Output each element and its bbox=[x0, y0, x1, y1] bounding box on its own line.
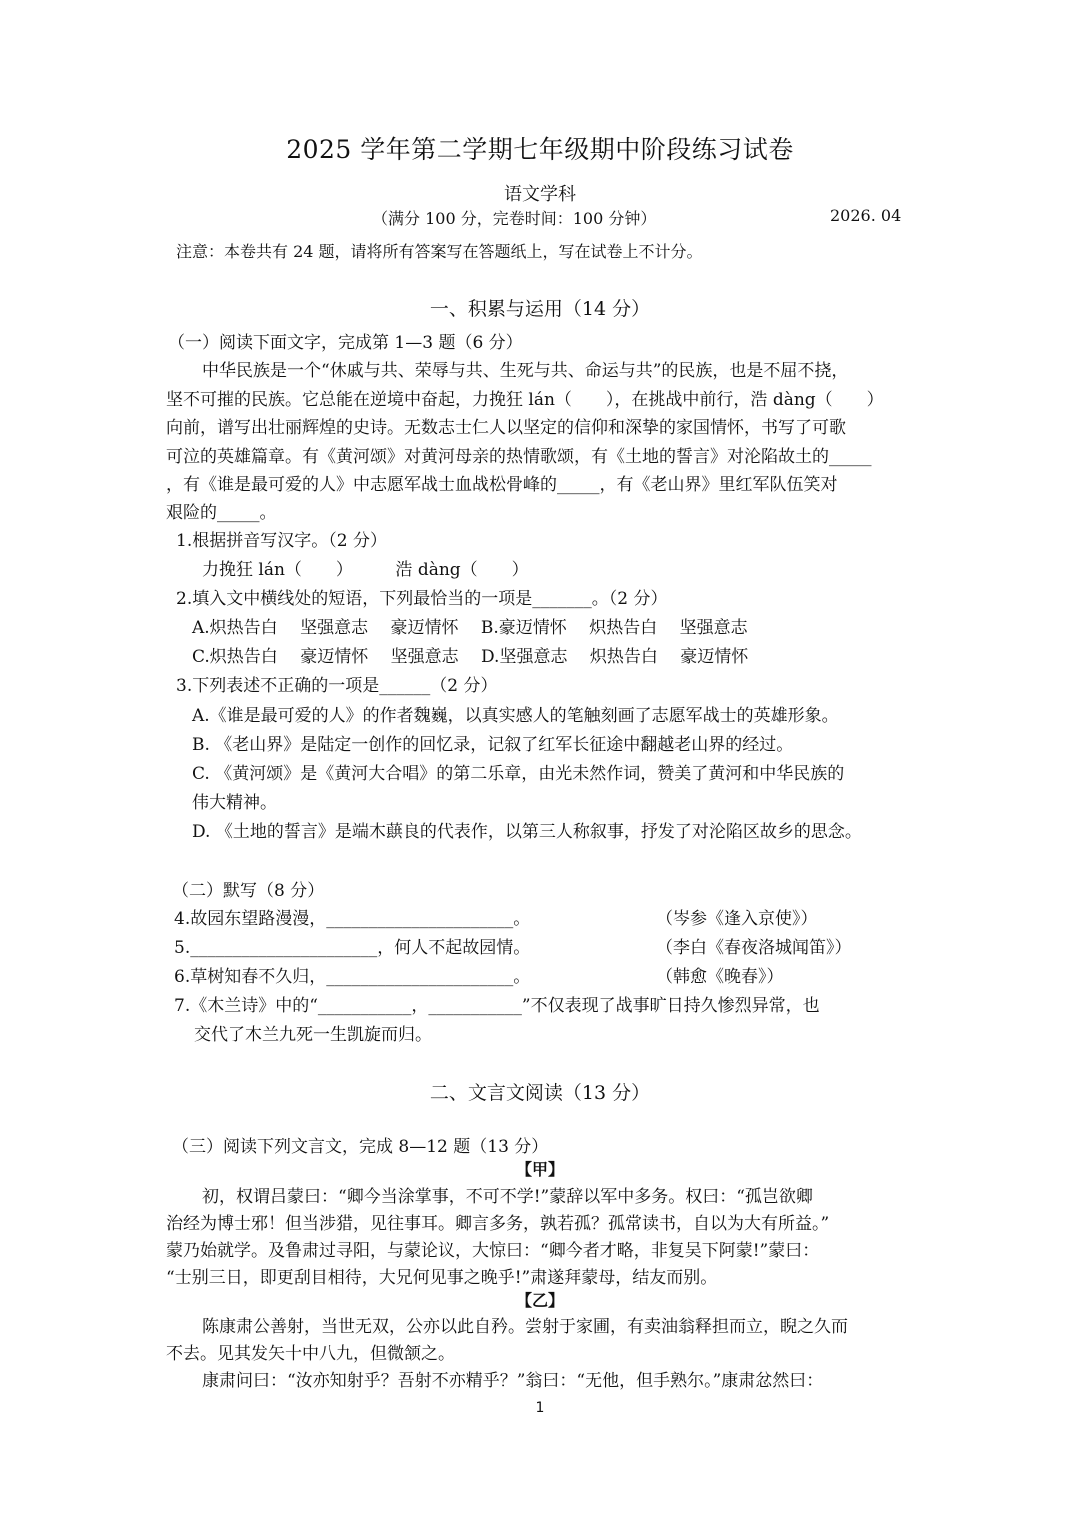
exam-notice: 注意：本卷共有 24 题，请将所有答案写在答题纸上，写在试卷上不计分。 bbox=[176, 242, 703, 261]
passage-line: 向前，谱写出壮丽辉煌的史诗。无数志士仁人以坚定的信仰和深挚的家国情怀，书写了可歌 bbox=[166, 418, 846, 438]
page-number: 1 bbox=[535, 1400, 545, 1416]
passage-yi-line: 康肃问曰：“汝亦知射乎？吾射不亦精乎？”翁曰：“无他，但手熟尔。”康肃忿然曰： bbox=[202, 1371, 824, 1391]
exam-date: 2026. 04 bbox=[830, 206, 902, 225]
passage-line: 坚不可摧的民族。它总能在逆境中奋起，力挽狂 lán（ ），在挑战中前行，浩 dàng（ ） bbox=[166, 390, 884, 410]
dictation-question: 4.故园东望路漫漫，______________________。 bbox=[174, 909, 531, 929]
part2-heading: （二）默写（8 分） bbox=[172, 881, 325, 901]
question-3-option: D. 《土地的誓言》是端木蕻良的代表作，以第三人称叙事，抒发了对沦陷区故乡的思念。 bbox=[192, 822, 862, 842]
passage-yi-line: 不去。见其发矢十中八九，但微颔之。 bbox=[166, 1344, 455, 1364]
question-3-option: A.《谁是最可爱的人》的作者魏巍，以真实感人的笔触刻画了志愿军战士的英雄形象。 bbox=[192, 706, 839, 726]
question-1-items: 力挽狂 lán（ ） 浩 dàng（ ） bbox=[202, 560, 529, 580]
passage-yi-line: 陈康肃公善射，当世无双，公亦以此自矜。尝射于家圃，有卖油翁释担而立，睨之久而 bbox=[202, 1317, 848, 1337]
part1-heading: （一）阅读下面文字，完成第 1—3 题（6 分） bbox=[168, 333, 523, 353]
section1-heading: 一、积累与运用（14 分） bbox=[429, 298, 651, 320]
passage-jia-label: 【甲】 bbox=[515, 1160, 564, 1179]
passage-line: 可泣的英雄篇章。有《黄河颂》对黄河母亲的热情歌颂，有《土地的誓言》对沦陷故土的_____ bbox=[166, 447, 872, 467]
passage-jia-line: 蒙乃始就学。及鲁肃过寻阳，与蒙论议，大惊曰：“卿今者才略，非复吴下阿蒙!”蒙曰： bbox=[166, 1241, 820, 1261]
passage-jia-line: 治经为博士邪！但当涉猎，见往事耳。卿言多务，孰若孤？孤常读书，自以为大有所益。” bbox=[166, 1214, 830, 1234]
section2-heading: 二、文言文阅读（13 分） bbox=[429, 1082, 651, 1104]
passage-line: 艰险的_____。 bbox=[166, 503, 277, 523]
dictation-question: 5.______________________，何人不起故园情。 bbox=[174, 938, 531, 958]
question-3-option: 伟大精神。 bbox=[192, 793, 277, 813]
dictation-question: 6.草树知春不久归，______________________。 bbox=[174, 967, 531, 987]
question-2: 2.填入文中横线处的短语，下列最恰当的一项是_______。（2 分） bbox=[176, 589, 668, 609]
passage-line: ，有《谁是最可爱的人》中志愿军战士血战松骨峰的_____，有《老山界》里红军队伍笑对 bbox=[166, 475, 838, 495]
dictation-source: （岑参《逢入京使》） bbox=[656, 909, 818, 929]
subject-label: 语文学科 bbox=[504, 184, 576, 205]
question-7: 7.《木兰诗》中的“___________，___________”不仅表现了战事旷日持久惨烈异常，也 bbox=[174, 996, 820, 1016]
exam-meta: （满分 100 分，完卷时间：100 分钟） bbox=[372, 209, 657, 228]
question-1: 1.根据拼音写汉字。（2 分） bbox=[176, 531, 387, 551]
dictation-source: （韩愈《晚春》） bbox=[656, 967, 784, 987]
question-3-option: C. 《黄河颂》是《黄河大合唱》的第二乐章，由光未然作词，赞美了黄河和中华民族的 bbox=[192, 764, 845, 784]
question-7: 交代了木兰九死一生凯旋而归。 bbox=[194, 1025, 432, 1045]
dictation-source: （李白《春夜洛城闻笛》） bbox=[656, 938, 852, 958]
question-3-option: B. 《老山界》是陆定一创作的回忆录，记叙了红军长征途中翻越老山界的经过。 bbox=[192, 735, 794, 755]
question-3: 3.下列表述不正确的一项是______（2 分） bbox=[176, 676, 498, 696]
passage-jia-line: 初，权谓吕蒙曰：“卿今当涂掌事，不可不学!”蒙辞以军中多务。权曰：“孤岂欲卿 bbox=[202, 1187, 813, 1207]
passage-jia-line: “士别三日，即更刮目相待，大兄何见事之晚乎!”肃遂拜蒙母，结友而别。 bbox=[166, 1268, 718, 1288]
passage-line: 中华民族是一个“休戚与共、荣辱与共、生死与共、命运与共”的民族，也是不屈不挠， bbox=[202, 361, 849, 381]
question-2-option: C.炽热告白 豪迈情怀 坚强意志 D.坚强意志 炽热告白 豪迈情怀 bbox=[192, 647, 749, 667]
part3-heading: （三）阅读下列文言文，完成 8—12 题（13 分） bbox=[172, 1137, 549, 1157]
question-2-option: A.炽热告白 坚强意志 豪迈情怀 B.豪迈情怀 炽热告白 坚强意志 bbox=[192, 618, 748, 638]
exam-title: 2025 学年第二学期七年级期中阶段练习试卷 bbox=[286, 135, 794, 164]
passage-yi-label: 【乙】 bbox=[515, 1291, 564, 1310]
